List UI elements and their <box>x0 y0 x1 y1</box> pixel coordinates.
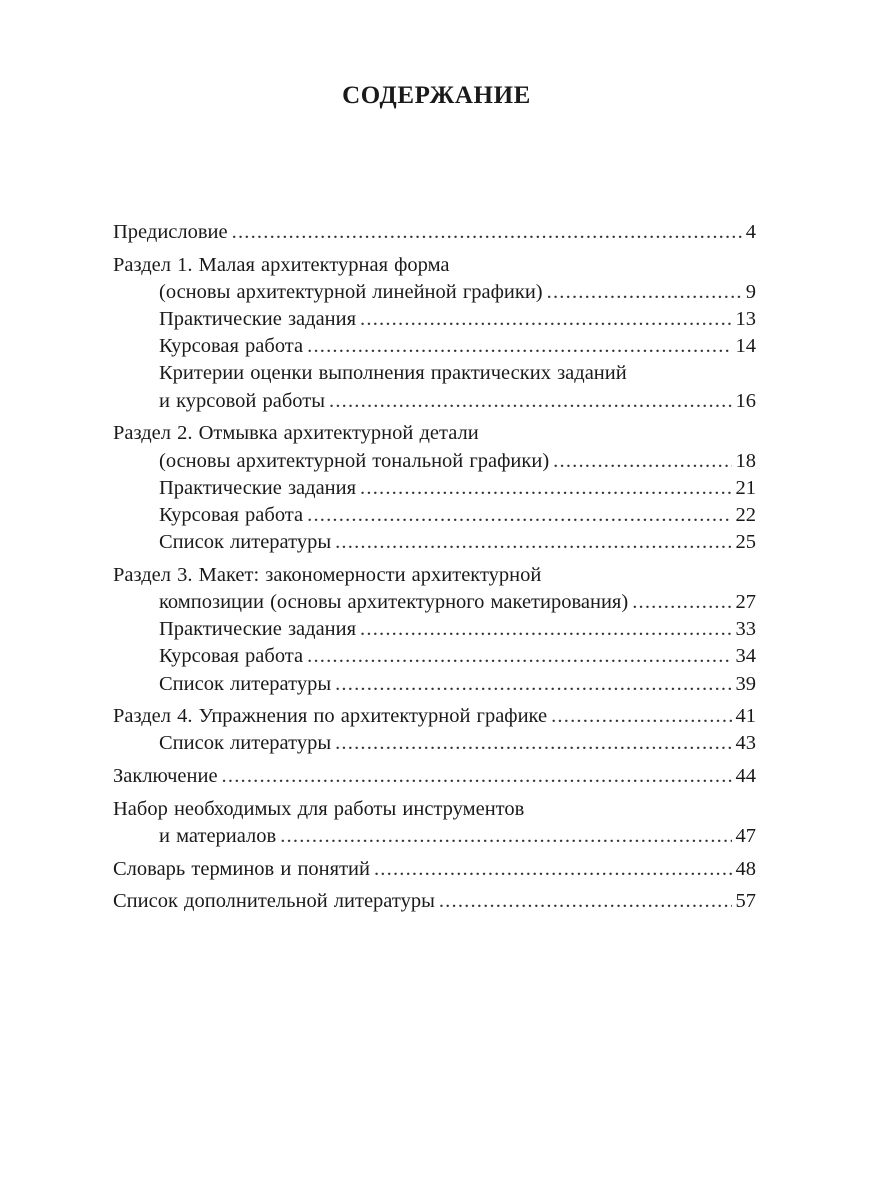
toc-tools-heading[interactable] <box>113 796 756 823</box>
toc-page-number: 57 <box>735 890 756 913</box>
toc-entry-label: Раздел 2. Отмывка архитектурной детали <box>113 422 479 445</box>
dot-leader <box>360 475 731 502</box>
toc-page-number: 18 <box>735 449 756 472</box>
toc-entry-section-1-title[interactable] <box>113 279 756 306</box>
toc-page-number: 21 <box>735 476 756 499</box>
toc-entry-label: Словарь терминов и понятий <box>113 857 370 880</box>
dot-leader <box>360 616 731 643</box>
toc-entry-label: Предисловие <box>113 221 228 243</box>
toc-entry-label: Раздел 3. Макет: закономерности архитектурной <box>113 563 542 586</box>
toc-entry-label: Практические задания <box>159 308 357 331</box>
toc-entry-practice-2[interactable] <box>113 475 756 502</box>
toc-entry-label: (основы архитектурной линейной графики) <box>159 280 543 303</box>
toc-entry-label: и материалов <box>159 824 277 847</box>
dot-leader <box>307 643 731 670</box>
dot-leader <box>335 730 731 757</box>
toc-page-number: 33 <box>735 618 756 641</box>
toc-page-number: 48 <box>735 857 756 880</box>
toc-entry-label: Список литературы <box>159 732 332 755</box>
toc-entry-label: Курсовая работа <box>159 335 304 358</box>
toc-entry-coursework-3[interactable] <box>113 643 756 670</box>
dot-leader <box>632 589 731 616</box>
toc-page-number: 14 <box>735 335 756 358</box>
toc-page-number: 34 <box>735 645 756 668</box>
toc-entry-coursework-1[interactable] <box>113 333 756 360</box>
dot-leader <box>307 333 731 360</box>
toc-entry-label: композиции (основы архитектурного макетирования) <box>159 590 629 613</box>
toc-entry-label: Практические задания <box>159 618 357 641</box>
toc-entry-section-3-title[interactable] <box>113 589 756 616</box>
toc-entry-label: (основы архитектурной тональной графики) <box>159 449 550 472</box>
toc-entry-label: Список дополнительной литературы <box>113 890 435 913</box>
dot-leader <box>307 502 731 529</box>
dot-leader <box>439 888 732 915</box>
toc-entry-label: Критерии оценки выполнения практических заданий <box>159 362 627 385</box>
dot-leader <box>335 529 731 556</box>
toc-entry-bibliography-4[interactable] <box>113 730 756 757</box>
toc-entry-label: Список литературы <box>159 672 332 695</box>
dot-leader <box>360 306 731 333</box>
toc-section-2-heading[interactable] <box>113 420 756 447</box>
toc-entry-bibliography-2[interactable] <box>113 529 756 556</box>
toc-entry-coursework-2[interactable] <box>113 502 756 529</box>
toc-page-number: 41 <box>735 705 756 728</box>
toc-page-number: 9 <box>745 280 756 303</box>
toc-entry-additional-literature[interactable] <box>113 888 756 915</box>
dot-leader <box>374 856 732 883</box>
toc-section-3-heading[interactable] <box>113 562 756 589</box>
toc-section-1-heading[interactable] <box>113 252 756 279</box>
dot-leader <box>553 448 731 475</box>
toc-entry-practice-3[interactable] <box>113 616 756 643</box>
toc-entry-label: Раздел 1. Малая архитектурная форма <box>113 253 450 276</box>
toc-entry-criteria[interactable] <box>113 388 756 415</box>
toc-entry-label: Курсовая работа <box>159 645 304 668</box>
toc-page-number: 16 <box>735 389 756 412</box>
toc-page-number: 13 <box>735 308 756 331</box>
toc-entry-section-4[interactable] <box>113 703 756 730</box>
toc-page-number: 25 <box>735 531 756 554</box>
toc-entry-bibliography-3[interactable] <box>113 671 756 698</box>
dot-leader <box>329 388 732 415</box>
toc-entry-conclusion[interactable] <box>113 763 756 790</box>
dot-leader <box>232 219 742 246</box>
dot-leader <box>551 703 731 730</box>
toc-entry-label: Список литературы <box>159 531 332 554</box>
toc-entry-practice-1[interactable] <box>113 306 756 333</box>
dot-leader <box>222 763 732 790</box>
dot-leader <box>280 823 731 850</box>
toc-page-number: 44 <box>735 765 756 788</box>
toc-entry-label: Раздел 4. Упражнения по архитектурной графике <box>113 705 548 728</box>
toc-entry-label: Набор необходимых для работы инструментов <box>113 797 525 820</box>
dot-leader <box>335 671 731 698</box>
page-title: СОДЕРЖАНИЕ <box>342 82 531 109</box>
toc-entry-section-2-title[interactable] <box>113 448 756 475</box>
toc-entry-label: Практические задания <box>159 476 357 499</box>
toc-entry-label: Курсовая работа <box>159 503 304 526</box>
table-of-contents <box>113 219 756 916</box>
toc-entry-label: Заключение <box>113 765 218 788</box>
toc-page-number: 47 <box>735 824 756 847</box>
toc-entry-label: и курсовой работы <box>159 389 325 412</box>
dot-leader <box>547 279 742 306</box>
toc-entry-tools[interactable] <box>113 823 756 850</box>
toc-page-number: 27 <box>735 590 756 613</box>
toc-page-number: 43 <box>735 732 756 755</box>
toc-entry-criteria-heading[interactable] <box>113 360 756 387</box>
toc-entry-glossary[interactable] <box>113 856 756 883</box>
toc-page-number: 22 <box>735 503 756 526</box>
toc-page-number: 4 <box>745 221 756 243</box>
toc-page-number: 39 <box>735 672 756 695</box>
toc-entry-preface[interactable] <box>113 219 756 246</box>
